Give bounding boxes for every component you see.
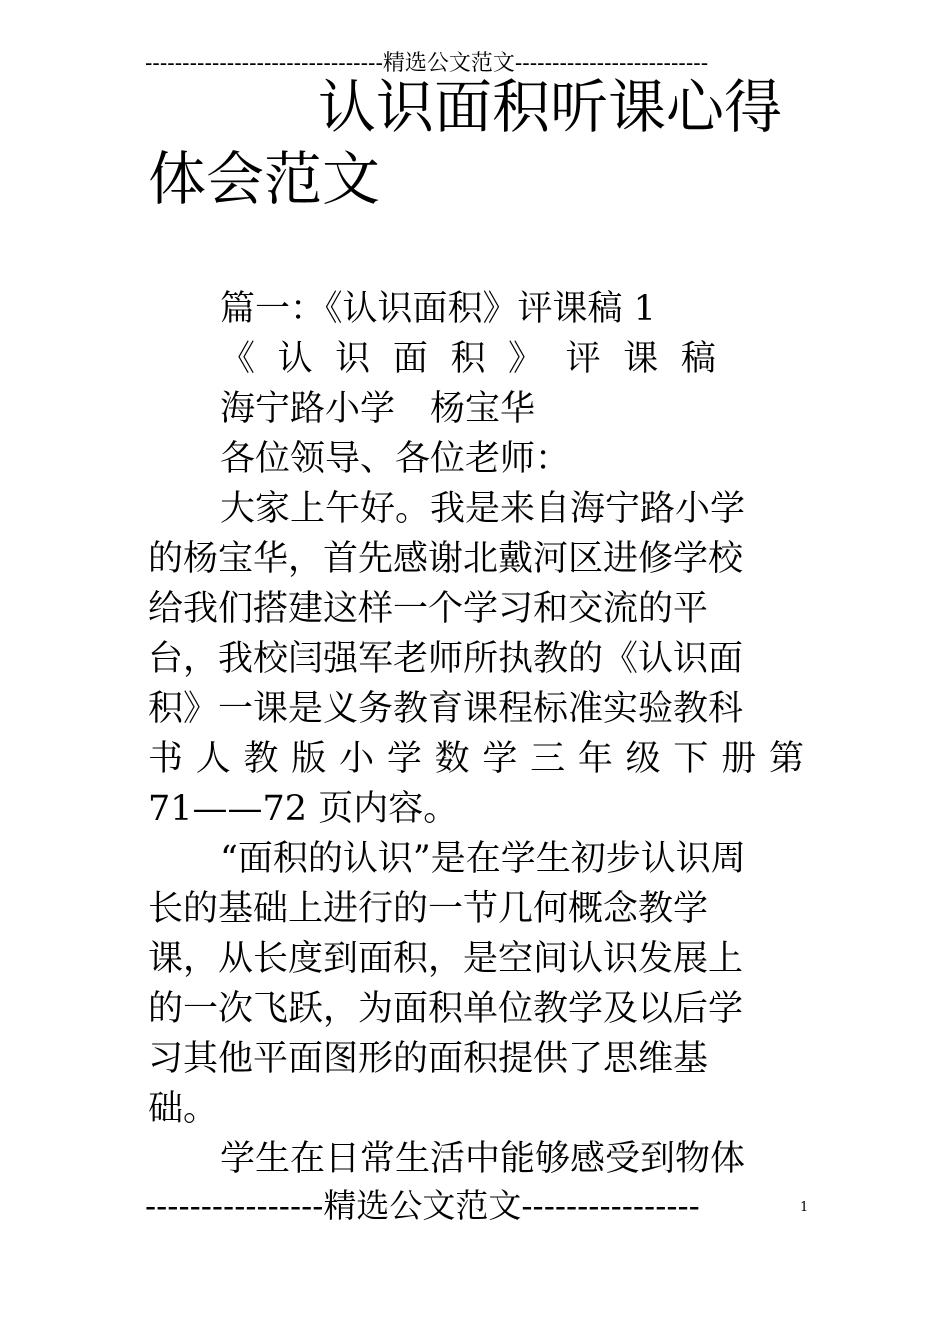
paragraph-line: 给我们搭建这样一个学习和交流的平 bbox=[148, 589, 709, 629]
paragraph-line: 的一次飞跃，为面积单位教学及以后学 bbox=[148, 989, 744, 1029]
paragraph-line: 大家上午好。我是来自海宁路小学 bbox=[220, 489, 746, 529]
paragraph-line: 习其他平面图形的面积提供了思维基 bbox=[148, 1039, 709, 1079]
paragraph-line: 的杨宝华，首先感谢北戴河区进修学校 bbox=[148, 539, 744, 579]
paragraph-line: 积》一课是义务教育课程标准实验教科 bbox=[148, 689, 744, 729]
paragraph-line: 础。 bbox=[148, 1089, 219, 1129]
page-number: 1 bbox=[800, 1200, 809, 1215]
review-title: 《 认 识 面 积 》 评 课 稿 bbox=[220, 339, 716, 379]
section-heading: 篇一：《认识面积》评课稿 1 bbox=[220, 289, 656, 329]
page-header: --------------------------------精选公文范文-------------------------- bbox=[145, 51, 709, 76]
paragraph-line: 长的基础上进行的一节几何概念教学 bbox=[148, 889, 709, 929]
salutation: 各位领导、各位老师： bbox=[220, 439, 571, 479]
document-title-line-1: 认识面积听课心得 bbox=[318, 73, 783, 141]
paragraph-line-justified: 书 人 教 版 小 学 数 学 三 年 级 下 册 第 bbox=[148, 739, 804, 779]
author-line: 海宁路小学 杨宝华 bbox=[220, 389, 536, 429]
paragraph-line: 台，我校闫强军老师所执教的《认识面 bbox=[148, 639, 744, 679]
paragraph-line: “面积的认识”是在学生初步认识周 bbox=[220, 839, 746, 879]
document-title-line-2: 体会范文 bbox=[148, 145, 381, 213]
page-footer: ----------------精选公文范文---------------- bbox=[145, 1186, 700, 1225]
paragraph-line: 71——72 页内容。 bbox=[148, 789, 459, 829]
paragraph-line: 学生在日常生活中能够感受到物体 bbox=[220, 1139, 746, 1179]
paragraph-line: 课，从长度到面积，是空间认识发展上 bbox=[148, 939, 744, 979]
